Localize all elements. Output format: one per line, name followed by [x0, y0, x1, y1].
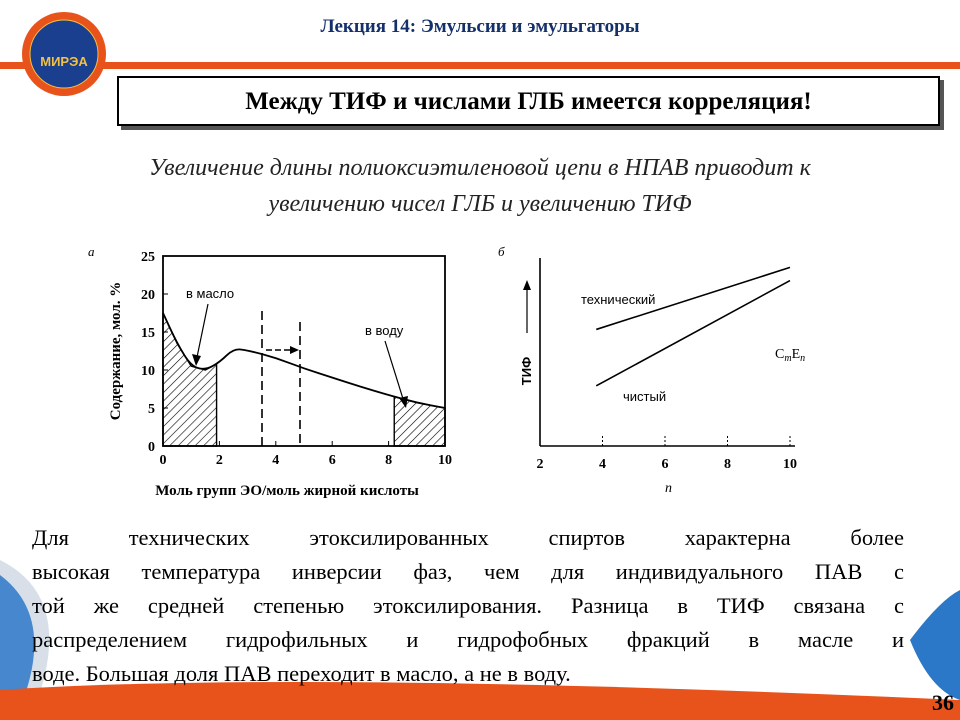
chart-b-label-technical: технический	[581, 292, 656, 307]
chart-b-y-arrowhead	[523, 280, 531, 290]
chart-a-ytick-label: 0	[148, 440, 155, 455]
chart-a-ytick-label: 25	[141, 250, 155, 265]
paragraph-line-1: Для технических этоксилированных спиртов характерна более	[32, 525, 904, 550]
chart-b-xlabel: n	[665, 481, 672, 496]
chart-b-ylabel: ТИФ	[519, 356, 534, 386]
chart-b	[485, 238, 850, 500]
formula-e: E	[791, 347, 801, 362]
subtitle	[20, 150, 940, 222]
chart-a-panel-label: а	[88, 244, 95, 259]
chart-a-ytick-label: 5	[148, 402, 155, 417]
chart-a	[80, 238, 475, 498]
chart-b-label-pure: чистый	[623, 389, 667, 404]
chart-a-hatch-oil	[163, 313, 217, 446]
chart-a-xlabel: Моль групп ЭО/моль жирной кислоты	[155, 483, 419, 498]
paragraph-line-2: высокая температура инверсии фаз, чем для индивидуального ПАВ с	[32, 559, 904, 584]
slide-title: Между ТИФ и числами ГЛБ имеется корреляция!	[245, 88, 812, 115]
chart-a-ytick-label: 15	[141, 326, 155, 341]
paragraph-line-4: распределением гидрофильных и гидрофобных фракций в масле и	[32, 627, 904, 652]
chart-a-xtick-label: 6	[328, 453, 336, 468]
chart-b-ticks	[537, 434, 798, 472]
right-swoosh-blue	[910, 590, 960, 700]
paragraph-line-3: той же средней степенью этоксилирования. Разница в ТИФ связана с	[32, 593, 904, 618]
chart-a-ytick-label: 20	[141, 288, 155, 303]
chart-b-xtick-label: 10	[783, 457, 797, 472]
subtitle-line-2: увеличению чисел ГЛБ и увеличению ТИФ	[268, 191, 692, 217]
paragraph-line-5: воде. Большая доля ПАВ переходит в масло, а не в воду.	[32, 661, 571, 686]
chart-a-shift-arrowhead	[290, 346, 299, 354]
chart-b-xtick-label: 2	[536, 457, 544, 472]
chart-b-formula	[775, 347, 805, 364]
mirea-logo	[20, 10, 108, 98]
formula-n: n	[800, 353, 806, 364]
formula-m: m	[784, 353, 792, 364]
chart-a-oil-arrowhead	[192, 354, 201, 366]
page-number: 36	[932, 690, 954, 715]
chart-a-ylabel: Содержание, мол. %	[108, 281, 124, 421]
logo-text: МИРЭА	[40, 54, 88, 69]
slide-title-box	[117, 76, 940, 126]
header-accent-bar	[0, 62, 960, 69]
chart-a-annotation-water: в воду	[365, 323, 404, 338]
chart-a-xtick-label: 8	[385, 453, 393, 468]
chart-a-xtick-label: 0	[159, 453, 167, 468]
chart-a-annotation-oil: в масло	[186, 286, 235, 301]
chart-a-xtick-label: 2	[215, 453, 223, 468]
chart-a-xtick-label: 10	[438, 453, 452, 468]
chart-a-hatch-water	[394, 397, 445, 446]
chart-b-series	[596, 267, 790, 385]
chart-a-ytick-label: 10	[141, 364, 155, 379]
subtitle-line-1: Увеличение длины полиоксиэтиленовой цепи в НПАВ приводит к	[149, 155, 811, 181]
formula-c: C	[775, 347, 785, 362]
chart-b-xtick-label: 8	[724, 457, 731, 472]
chart-a-xtick-label: 4	[272, 453, 280, 468]
lecture-title: Лекция 14: Эмульсии и эмульгаторы	[320, 16, 640, 37]
chart-b-xtick-label: 6	[661, 457, 669, 472]
chart-a-oil-arrow	[196, 304, 208, 362]
chart-b-panel-label: б	[498, 244, 505, 259]
chart-b-xtick-label: 4	[599, 457, 606, 472]
chart-a-water-arrow	[385, 341, 404, 402]
body-paragraph	[32, 521, 904, 691]
